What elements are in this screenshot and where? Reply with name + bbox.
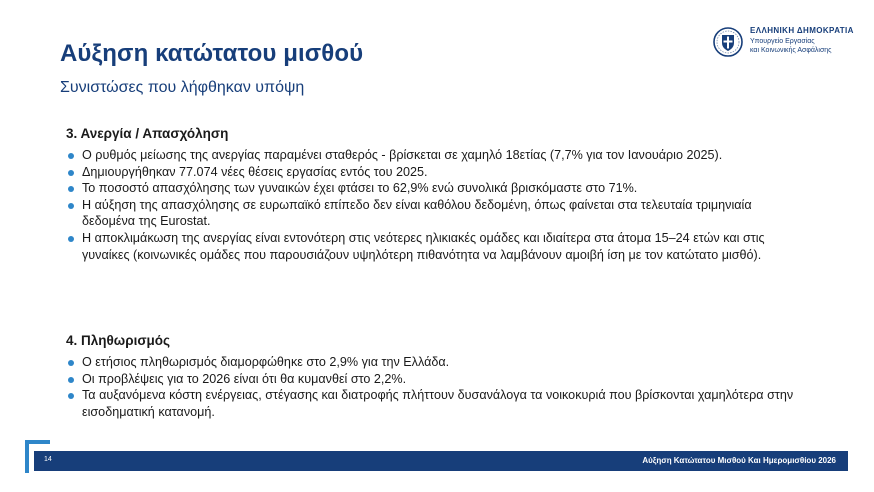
bullet-dot-icon xyxy=(68,393,74,399)
list-item xyxy=(66,197,806,230)
list-item xyxy=(66,371,806,388)
section-inflation xyxy=(66,333,806,420)
bullet-text: Ο ρυθμός μείωσης της ανεργίας παραμένει σταθερός - βρίσκεται σε χαμηλό 18ετίας (7,7% για τον Ιανουάριο 2025). xyxy=(82,148,723,162)
section-heading: 3. Ανεργία / Απασχόληση xyxy=(66,126,229,141)
list-item xyxy=(66,230,806,263)
page-number: 14 xyxy=(44,456,52,463)
bullet-dot-icon xyxy=(68,360,74,366)
bullet-dot-icon xyxy=(68,170,74,176)
page-subtitle: Συνιστώσες που λήφθηκαν υπόψη xyxy=(60,79,305,96)
list-item xyxy=(66,164,806,181)
bullet-text: Δημιουργήθηκαν 77.074 νέες θέσεις εργασίας εντός του 2025. xyxy=(82,164,428,179)
bullet-dot-icon xyxy=(68,377,74,383)
page-title: Αύξηση κατώτατου μισθού xyxy=(60,40,364,67)
bullet-text: Ο ετήσιος πληθωρισμός διαμορφώθηκε στο 2,9% για την Ελλάδα. xyxy=(82,355,450,369)
list-item xyxy=(66,180,806,197)
section-heading: 4. Πληθωρισμός xyxy=(66,333,171,348)
bullet-dot-icon xyxy=(68,203,74,209)
bullet-list xyxy=(66,147,806,263)
logo-org-name: ΕΛΛΗΝΙΚΗ ΔΗΜΟΚΡΑΤΙΑ xyxy=(750,26,854,35)
bullet-dot-icon xyxy=(68,153,74,159)
bullet-dot-icon xyxy=(68,236,74,242)
bullet-text: Η αποκλιμάκωση της ανεργίας είναι εντονότερη στις νεότερες ηλικιακές ομάδες και ιδιαίτερα στα άτομα 15–24 ετών και στις γυναίκες (κοινωνικές ομάδες που παρουσιάζουν υψηλότερη πιθανότητα να λαμβάνουν αμοιβή ίση με τον κατώτατο μισθό). xyxy=(82,230,765,262)
footer-title: Αύξηση Κατώτατου Μισθού Και Ημερομισθίου 2026 xyxy=(642,456,836,465)
logo-ministry-line1: Υπουργείο Εργασίας xyxy=(750,38,815,45)
bullet-list xyxy=(66,354,806,420)
list-item xyxy=(66,387,806,420)
bullet-text: Το ποσοστό απασχόλησης των γυναικών έχει φτάσει το 62,9% ενώ συνολικά βρισκόμαστε στο 71%. xyxy=(82,181,638,196)
section-unemployment xyxy=(66,126,806,263)
greek-coat-of-arms-icon xyxy=(712,26,744,58)
bullet-text: Οι προβλέψεις για το 2026 είναι ότι θα κυμανθεί στο 2,2%. xyxy=(82,371,407,386)
footer-bar xyxy=(34,451,848,471)
bullet-text: Η αύξηση της απασχόλησης σε ευρωπαϊκό επίπεδο δεν είναι καθόλου δεδομένη, όπως φαίνεται στα τελευταία τριμηνιαία δεδομένα της Eurostat. xyxy=(82,197,752,229)
bullet-dot-icon xyxy=(68,186,74,192)
list-item xyxy=(66,354,806,371)
bullet-text: Τα αυξανόμενα κόστη ενέργειας, στέγασης και διατροφής πλήττουν δυσανάλογα τα νοικοκυριά που βρίσκονται χαμηλότερα στην εισοδηματική κατανομή. xyxy=(82,388,794,419)
ministry-logo xyxy=(712,24,862,64)
logo-ministry-line2: και Κοινωνικής Ασφάλισης xyxy=(750,47,832,54)
list-item xyxy=(66,147,806,164)
